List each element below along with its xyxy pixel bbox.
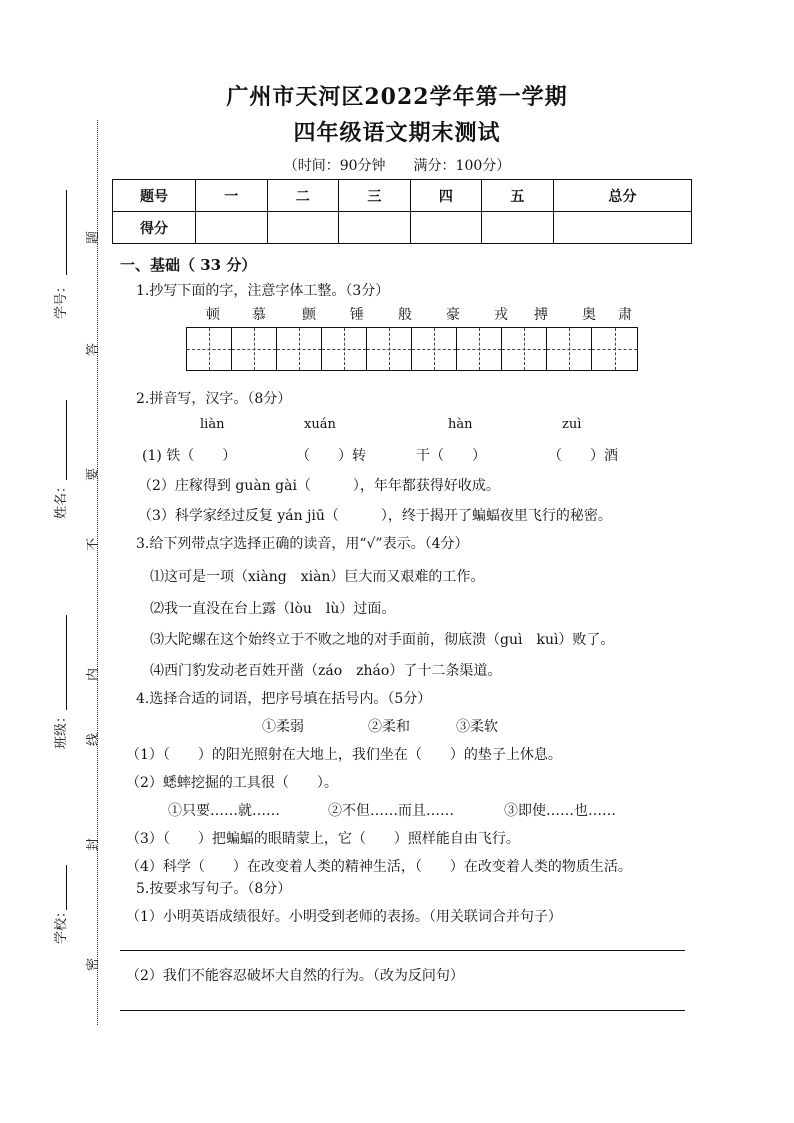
score-table [112, 179, 692, 244]
score-cell[interactable] [410, 212, 482, 244]
grid-cell[interactable] [412, 328, 457, 370]
blank-item[interactable]: （ ）转 [296, 448, 366, 464]
q3-item[interactable]: ⑴这可是一项（xiàng xiàn）巨大而又艰难的工作。 [150, 569, 485, 585]
q2-line-2[interactable]: （2）庄稼得到 guàn gài（ ），年年都获得好收成。 [138, 478, 500, 494]
grid-cell[interactable] [502, 328, 547, 370]
answer-line[interactable] [120, 1010, 685, 1011]
copy-chars [186, 304, 646, 324]
q5-item: （2）我们不能容忍破坏大自然的行为。（改为反问句） [126, 968, 464, 984]
score-cell[interactable] [196, 212, 268, 244]
copy-char: 奥 [582, 307, 596, 323]
pinyin: zuì [562, 417, 582, 432]
q2-line-3[interactable]: （3）科学家经过反复 yán jiū（ ），终于揭开了蝙蝠夜里飞行的秘密。 [138, 508, 612, 524]
question-2: 2.拼音写，汉字。（8分） [136, 391, 292, 407]
grid-cell[interactable] [277, 328, 322, 370]
header-cell: 四 [410, 180, 482, 212]
seal-char: 密 [86, 957, 102, 972]
header-cell: 一 [196, 180, 268, 212]
seal-char: 答 [86, 342, 102, 357]
header-cell: 总分 [553, 180, 691, 212]
copy-char: 肃 [618, 307, 632, 323]
student-id-line[interactable] [66, 190, 67, 275]
q4-sentence[interactable]: （1）（ ）的阳光照射在大地上，我们坐在（ ）的垫子上休息。 [126, 747, 562, 763]
q4-sentence[interactable]: （4）科学（ ）在改变着人类的精神生活，（ ）在改变着人类的物质生活。 [126, 859, 632, 875]
q3-item[interactable]: ⑷西门豹发动老百姓开凿（záo zháo）了十二条渠道。 [150, 663, 502, 679]
student-id-label: 学号： [54, 279, 70, 320]
grid-cell[interactable] [322, 328, 367, 370]
option: ①只要……就…… [168, 803, 280, 819]
writing-grid[interactable] [186, 327, 638, 371]
copy-char: 戎 [494, 307, 508, 323]
question-3: 3.给下列带点字选择正确的读音，用“√”表示。（4分） [136, 536, 469, 552]
time-info: （时间：90分钟 满分：100分） [283, 158, 511, 174]
school-label: 学校： [54, 904, 70, 945]
seal-char: 线 [86, 732, 102, 747]
class-line[interactable] [66, 615, 67, 710]
answer-line[interactable] [120, 950, 685, 951]
option: ③即使……也…… [504, 803, 616, 819]
exam-title: 广州市天河区2022学年第一学期 [226, 84, 568, 110]
option: ②柔和 [368, 719, 410, 735]
copy-char: 豪 [446, 307, 460, 323]
copy-char: 锤 [350, 307, 364, 323]
school-line[interactable] [66, 865, 67, 910]
grid-cell[interactable] [367, 328, 412, 370]
header-cell: 三 [339, 180, 411, 212]
header-cell: 题号 [113, 180, 196, 212]
grid-cell[interactable] [457, 328, 502, 370]
pinyin: liàn [200, 417, 225, 432]
binding-dotted-line [97, 120, 98, 1025]
copy-char: 慕 [252, 307, 266, 323]
grid-cell[interactable] [547, 328, 592, 370]
seal-char: 题 [86, 230, 102, 245]
table-row [113, 212, 692, 244]
table-row [113, 180, 692, 212]
score-cell[interactable] [553, 212, 691, 244]
grid-cell[interactable] [592, 328, 637, 370]
copy-char: 般 [398, 307, 412, 323]
copy-char: 顿 [206, 307, 220, 323]
q3-item[interactable]: ⑵我一直没在台上露（lòu lù）过面。 [150, 601, 396, 617]
blank-item[interactable]: 干（ ） [416, 448, 486, 464]
exam-subtitle: 四年级语文期末测试 [293, 120, 501, 146]
score-cell[interactable] [482, 212, 554, 244]
question-4: 4.选择合适的词语，把序号填在括号内。（5分） [136, 691, 432, 707]
copy-char: 颤 [302, 307, 316, 323]
grid-cell[interactable] [232, 328, 277, 370]
name-label: 姓名： [54, 479, 70, 520]
score-cell[interactable] [267, 212, 339, 244]
q3-item[interactable]: ⑶大陀螺在这个始终立于不败之地的对手面前，彻底溃（guì kuì）败了。 [150, 632, 615, 648]
seal-char: 内 [86, 667, 102, 682]
blank-item[interactable]: （ ）酒 [548, 448, 618, 464]
seal-char: 要 [86, 467, 102, 482]
option: ②不但……而且…… [328, 803, 454, 819]
row-label: 得分 [113, 212, 196, 244]
option: ①柔弱 [262, 719, 304, 735]
score-cell[interactable] [339, 212, 411, 244]
class-label: 班级： [54, 709, 70, 750]
question-5: 5.按要求写句子。（8分） [136, 881, 292, 897]
grid-cell[interactable] [187, 328, 232, 370]
seal-char: 封 [86, 837, 102, 852]
question-1: 1.抄写下面的字，注意字体工整。（3分） [136, 283, 390, 299]
blank-item[interactable]: (1) 铁（ ） [142, 448, 237, 464]
seal-char: 不 [86, 537, 102, 552]
pinyin: xuán [304, 417, 336, 432]
name-line[interactable] [66, 400, 67, 480]
q5-item: （1）小明英语成绩很好。小明受到老师的表扬。（用关联词合并句子） [126, 909, 562, 925]
header-cell: 二 [267, 180, 339, 212]
q4-sentence[interactable]: （3）（ ）把蝙蝠的眼睛蒙上，它（ ）照样能自由飞行。 [126, 831, 520, 847]
section-title: 一、基础（ 33 分） [120, 256, 257, 274]
copy-char: 搏 [534, 307, 548, 323]
header-cell: 五 [482, 180, 554, 212]
pinyin: hàn [448, 417, 473, 432]
option: ③柔软 [456, 719, 498, 735]
q4-sentence[interactable]: （2）蟋蟀挖掘的工具很（ ）。 [126, 775, 338, 791]
